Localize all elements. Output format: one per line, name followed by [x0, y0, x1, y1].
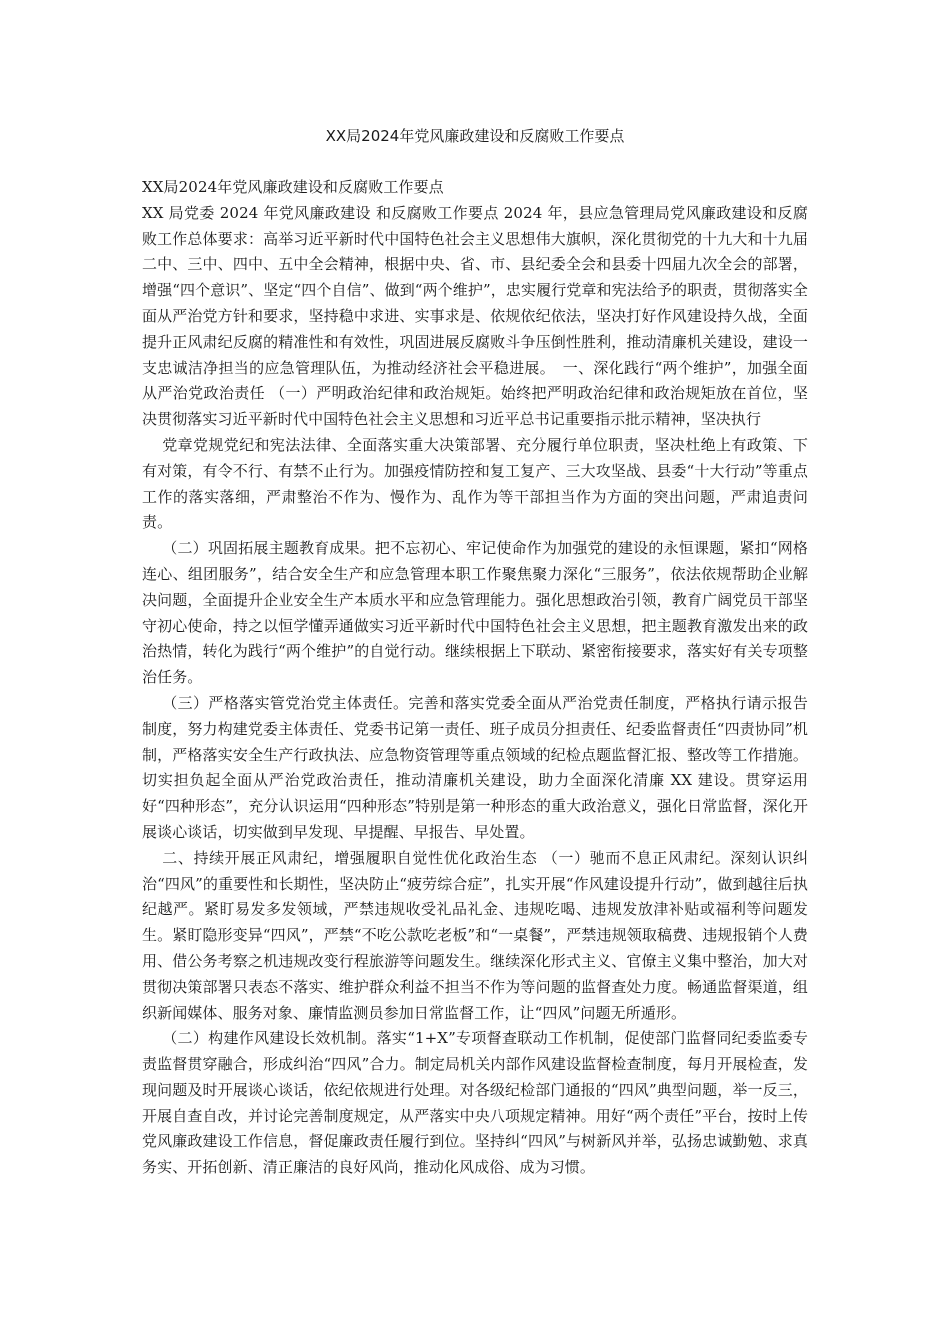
paragraph-intro: XX 局党委 2024 年党风廉政建设 和反腐败工作要点 2024 年，县应急管理局党风廉政建设和反腐败工作总体要求：高举习近平新时代中国特色社会主义思想伟大旗帜，深化贯彻党的十九大和十九届二中、三中、四中、五中全会精神，根据中央、省、市、县纪委全会和县委十四届九次全会的部署，增强“四个意识”、坚定“四个自信”、做到“两个维护”，忠实履行党章和宪法给予的职责，贯彻落实全面从严治党方针和要求，坚持稳中求进、实事求是、依规依纪依法，坚决打好作风建设持久战，全面提升正风肃纪反腐的精准性和有效性，巩固进展反腐败斗争压倒性胜利，推动清廉机关建设，建设一支忠诚洁净担当的应急管理队伍，为推动经济社会平稳进展。 一、深化践行“两个维护”，加强全面从严治党政治责任 （一）严明政治纪律和政治规矩。始终把严明政治纪律和政治规矩放在首位，坚决贯彻落实习近平新时代中国特色社会主义思想和习近平总书记重要指示批示精神，坚决执行 — [142, 203, 808, 429]
paragraph-party-rules: 党章党规党纪和宪法法律、全面落实重大决策部署、充分履行单位职责，坚决杜绝上有政策、下有对策，有令不行、有禁不止行为。加强疫情防控和复工复产、三大攻坚战、县委“十大行动”等重点工作的落实落细，严肃整治不作为、慢作为、乱作为等干部担当作为方面的突出问题，严肃追责问责。 — [142, 435, 808, 532]
paragraph-main-responsibility: （三）严格落实管党治党主体责任。完善和落实党委全面从严治党责任制度，严格执行请示报告制度，努力构建党委主体责任、党委书记第一责任、班子成员分担责任、纪委监督责任“四责协同”机制，严格落实安全生产行政执法、应急物资管理等重点领域的纪检点题监督汇报、整改等工作措施。切实担负起全面从严治党政治责任，推动清廉机关建设，助力全面深化清廉 XX 建设。贯穿运用好“四种形态”，充分认识运用“四种形态”特别是第一种形态的重大政治意义，强化日常监督，深化开展谈心谈话，切实做到早发现、早提醒、早报告、早处置。 — [142, 693, 808, 841]
document-title: XX局2024年党风廉政建设和反腐败工作要点 — [325, 127, 625, 145]
document-body — [142, 175, 808, 1181]
paragraph-heading: XX局2024年党风廉政建设和反腐败工作要点 — [142, 178, 444, 196]
paragraph-discipline: 二、持续开展正风肃纪，增强履职自觉性优化政治生态 （一）驰而不息正风肃纪。深刻认识纠治“四风”的重要性和长期性，坚决防止“疲劳综合症”，扎实开展“作风建设提升行动”，做到越往后执纪越严。紧盯易发多发领域，严禁违规收受礼品礼金、违规吃喝、违规发放津补贴或福利等问题发生。紧盯隐形变异“四风”，严禁“不吃公款吃老板”和“一桌餐”，严禁违规领取稿费、违规报销个人费用、借公务考察之机违规改变行程旅游等问题发生。继续深化形式主义、官僚主义集中整治，加大对贯彻决策部署只表态不落实、维护群众利益不担当不作为等问题的监督查处力度。畅通监督渠道，组织新闻媒体、服务对象、廉情监测员参加日常监督工作，让“四风”问题无所遁形。 — [142, 848, 808, 1022]
paragraph-theme-education: （二）巩固拓展主题教育成果。把不忘初心、牢记使命作为加强党的建设的永恒课题，紧扣“网格连心、组团服务”，结合安全生产和应急管理本职工作聚焦聚力深化“三服务”，依法依规帮助企业解决问题，全面提升企业安全生产本质水平和应急管理能力。强化思想政治引领，教育广阔党员干部坚守初心使命，持之以恒学懂弄通做实习近平新时代中国特色社会主义思想，把主题教育激发出来的政治热情，转化为践行“两个维护”的自觉行动。继续根据上下联动、紧密衔接要求，落实好有关专项整治任务。 — [142, 539, 808, 687]
paragraph-long-term-mechanism: （二）构建作风建设长效机制。落实“1+X”专项督查联动工作机制，促使部门监督同纪委监委专责监督贯穿融合，形成纠治“四风”合力。制定局机关内部作风建设监督检查制度，每月开展检查，发现问题及时开展谈心谈话，依纪依规进行处理。对各级纪检部门通报的“四风”典型问题，举一反三，开展自查自改，并讨论完善制度规定，从严落实中央八项规定精神。用好“两个责任”平台，按时上传党风廉政建设工作信息，督促廉政责任履行到位。坚持纠“四风”与树新风并举，弘扬忠诚勤勉、求真务实、开拓创新、清正廉洁的良好风尚，推动化风成俗、成为习惯。 — [142, 1029, 808, 1177]
